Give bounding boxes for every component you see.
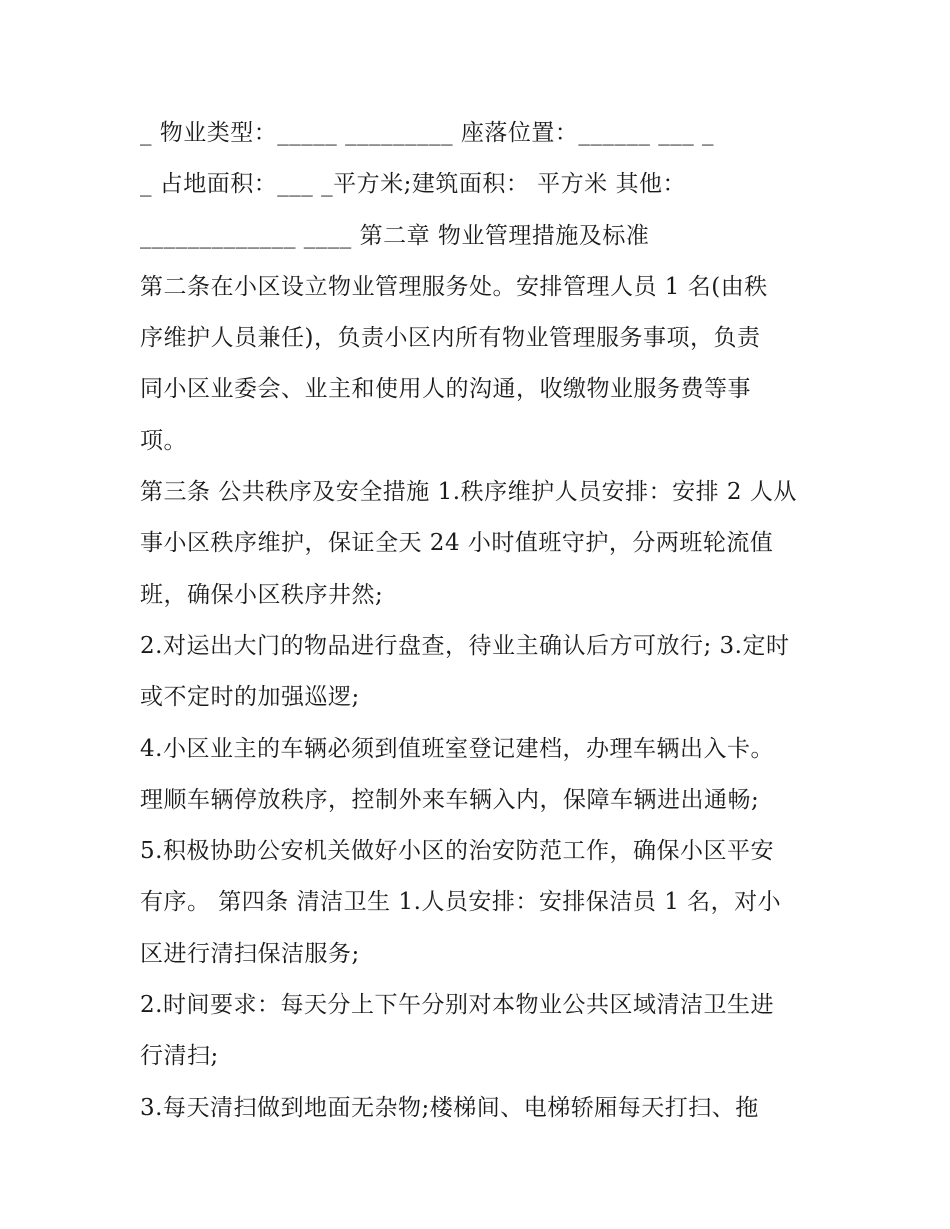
text-line-17: 区进行清扫保洁服务; (140, 940, 360, 967)
text-line-16: 有序。 第四条 清洁卫生 1.人员安排：安排保洁员 1 名，对小 (140, 889, 782, 916)
text-line-12: 或不定时的加强巡逻; (140, 684, 360, 711)
text-line-14: 理顺车辆停放秩序，控制外来车辆入内，保障车辆进出通畅; (140, 786, 760, 813)
text-line-5: 序维护人员兼任)，负责小区内所有物业管理服务事项，负责 (140, 325, 761, 352)
text-line-18: 2.时间要求：每天分上下午分别对本物业公共区域清洁卫生进 (140, 992, 774, 1019)
text-line-1: _ 物业类型：_____ _________ 座落位置：______ ___ _ (140, 120, 715, 146)
text-line-6: 同小区业委会、业主和使用人的沟通，收缴物业服务费等事 (140, 376, 751, 403)
text-line-4: 第二条在小区设立物业管理服务处。安排管理人员 1 名(由秩 (140, 273, 768, 300)
text-line-7: 项。 (140, 427, 187, 454)
text-line-10: 班，确保小区秩序井然; (140, 581, 384, 608)
text-line-20: 3.每天清扫做到地面无杂物;楼梯间、电梯轿厢每天打扫、拖 (140, 1094, 759, 1121)
text-line-9: 事小区秩序维护，保证全天 24 小时值班守护，分两班轮流值 (140, 530, 774, 557)
text-line-3: _____________ ____ 第二章 物业管理措施及标准 (140, 222, 650, 249)
text-line-19: 行清扫; (140, 1043, 219, 1070)
document-body (140, 108, 820, 1134)
text-line-11: 2.对运出大门的物品进行盘查，待业主确认后方可放行; 3.定时 (140, 632, 790, 659)
text-line-15: 5.积极协助公安机关做好小区的治安防范工作，确保小区平安 (140, 838, 774, 865)
text-line-13: 4.小区业主的车辆必须到值班室登记建档，办理车辆出入卡。 (140, 735, 774, 762)
text-line-8: 第三条 公共秩序及安全措施 1.秩序维护人员安排：安排 2 人从 (140, 479, 797, 506)
text-line-2: _ 占地面积：___ _平方米;建筑面积： 平方米 其他： (140, 171, 686, 198)
